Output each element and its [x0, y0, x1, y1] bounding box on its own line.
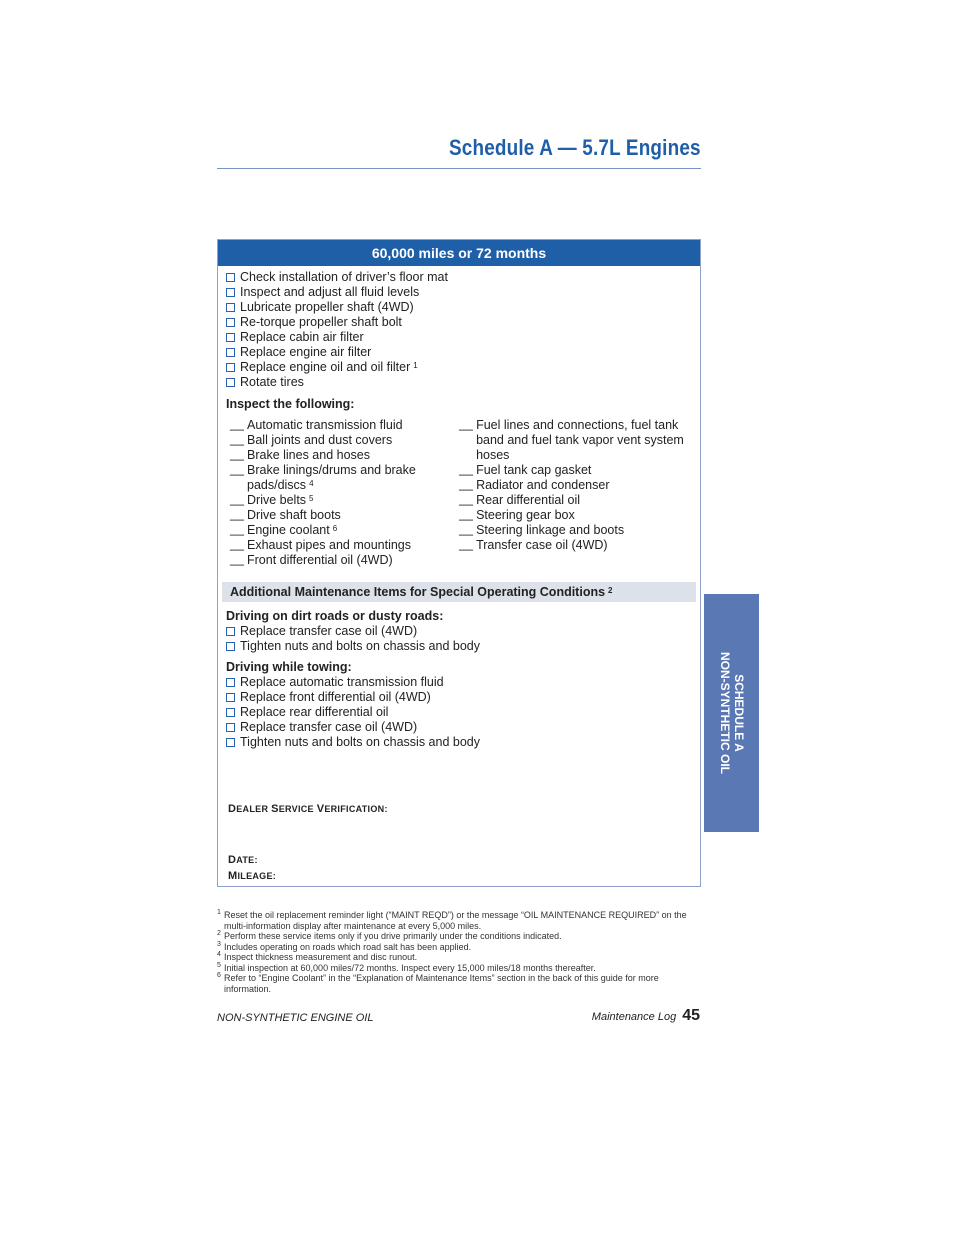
checklist-label: Replace engine oil and oil filter: [240, 360, 411, 374]
inspect-item: __ Fuel lines and connections, fuel tank band and fuel tank vapor vent system hoses: [459, 418, 692, 463]
inspect-item: __ Rear differential oil: [459, 493, 692, 508]
checkbox[interactable]: [226, 363, 235, 372]
footer-log-label: Maintenance Log 45: [591, 1007, 700, 1024]
dealer-verification-label: DEALER SERVICE VERIFICATION:: [228, 803, 388, 815]
box-content: [226, 270, 692, 750]
title-divider: [217, 168, 701, 169]
section-tab-line2: NON-SYNTHETIC OIL: [717, 652, 732, 774]
checklist-label: Tighten nuts and bolts on chassis and body: [240, 639, 480, 653]
inspect-item: __ Radiator and condenser: [459, 478, 692, 493]
footnotes: [217, 910, 697, 994]
checklist-label: Replace engine air filter: [240, 345, 372, 359]
checklist-item: [226, 639, 692, 654]
checklist-item: [226, 624, 692, 639]
checklist-item: [226, 315, 692, 330]
footnote: 2 Perform these service items only if you drive primarily under the conditions indicated.: [217, 930, 562, 941]
checklist-label: Tighten nuts and bolts on chassis and body: [240, 735, 480, 749]
footnote: 3 Includes operating on roads which road salt has been applied.: [217, 940, 472, 952]
footnote-ref: 4: [309, 479, 314, 488]
checkbox[interactable]: [226, 723, 235, 732]
checklist-item: [226, 375, 692, 390]
section-tab-label: [718, 652, 746, 774]
checklist-label: Rotate tires: [240, 375, 304, 389]
checklist-label: Inspect and adjust all fluid levels: [240, 285, 420, 299]
maintenance-box: [217, 239, 701, 887]
main-checklist: [226, 270, 692, 390]
checklist-item: [226, 735, 692, 750]
checkbox[interactable]: [226, 273, 235, 282]
checklist-item: [226, 705, 692, 720]
inspect-item: __ Front differential oil (4WD): [230, 553, 459, 568]
checklist-item: [226, 690, 692, 705]
footnote: 6 Refer to “Engine Coolant” in the “Explanation of Maintenance Items” section in the back of this guide for more information.: [217, 972, 659, 994]
footnote: 5 Initial inspection at 60,000 miles/72 months. Inspect every 15,000 miles/18 months thereafter.: [217, 961, 596, 973]
checkbox[interactable]: [226, 642, 235, 651]
inspect-item: __ Brake lines and hoses: [230, 448, 459, 463]
footnote-ref: 6: [332, 524, 338, 533]
checkbox[interactable]: [226, 378, 235, 387]
checkbox[interactable]: [226, 318, 235, 327]
checklist-label: Replace rear differential oil: [240, 705, 389, 719]
checklist-label: Check installation of driver’s floor mat: [240, 270, 448, 284]
section-tab: [704, 594, 759, 832]
checklist-label: Replace automatic transmission fluid: [240, 675, 444, 689]
footnote-ref: 5: [309, 494, 314, 503]
inspect-item: __ Automatic transmission fluid: [230, 418, 459, 433]
checkbox[interactable]: [226, 738, 235, 747]
checklist-label: Replace cabin air filter: [240, 330, 364, 344]
checkbox[interactable]: [226, 303, 235, 312]
checkbox[interactable]: [226, 627, 235, 636]
inspect-item: __ Steering gear box: [459, 508, 692, 523]
checklist-item: [226, 360, 692, 375]
inspect-item: __ Brake linings/drums and brake pads/discs $^4$: [230, 463, 459, 493]
footnote-ref: 2: [608, 586, 613, 595]
date-label: DATE:: [228, 854, 258, 866]
inspect-item: __ Drive belts $^5$: [230, 493, 459, 508]
section-tab-line1: SCHEDULE A: [731, 674, 746, 752]
inspect-column-right: [459, 418, 692, 568]
inspect-column-left: [226, 418, 459, 568]
checklist-label: Lubricate propeller shaft (4WD): [240, 300, 414, 314]
mileage-label: MILEAGE:: [228, 870, 277, 882]
inspect-item: __ Ball joints and dust covers: [230, 433, 459, 448]
page-title: Schedule A — 5.7L Engines: [449, 135, 701, 160]
page-number: 45: [682, 1007, 700, 1024]
footer-section-label: NON-SYNTHETIC ENGINE OIL: [217, 1012, 374, 1024]
checkbox[interactable]: [226, 693, 235, 702]
checklist-label: Replace front differential oil (4WD): [240, 690, 431, 704]
towing-heading: Driving while towing:: [226, 660, 352, 674]
checkbox[interactable]: [226, 678, 235, 687]
footnote: 1 Reset the oil replacement reminder light (“MAINT REQD”) or the message “OIL MAINTENANCE REQUIRED” on the multi-information display after maintenance at every 5,000 miles.: [217, 909, 687, 931]
inspect-item: __ Steering linkage and boots: [459, 523, 692, 538]
inspect-heading: Inspect the following:: [226, 397, 355, 411]
checklist-label: Re-torque propeller shaft bolt: [240, 315, 402, 329]
checkbox[interactable]: [226, 348, 235, 357]
inspect-item: __ Drive shaft boots: [230, 508, 459, 523]
footnote-ref: 1: [413, 361, 418, 370]
checklist-label: Replace transfer case oil (4WD): [240, 720, 418, 734]
checklist-item: [226, 345, 692, 360]
inspect-item: __ Engine coolant $^6$: [230, 523, 459, 538]
interval-heading: 60,000 miles or 72 months: [218, 240, 700, 266]
inspect-item: __ Transfer case oil (4WD): [459, 538, 692, 553]
dirt-roads-heading: Driving on dirt roads or dusty roads:: [226, 609, 444, 623]
checklist-item: [226, 300, 692, 315]
checkbox[interactable]: [226, 333, 235, 342]
checklist-item: [226, 675, 692, 690]
additional-heading: Additional Maintenance Items for Special Operating Conditions $^2$: [222, 582, 696, 602]
checklist-label: Replace transfer case oil (4WD): [240, 624, 418, 638]
inspect-columns: [226, 418, 692, 568]
checklist-item: [226, 330, 692, 345]
checklist-item: [226, 270, 692, 285]
checkbox[interactable]: [226, 708, 235, 717]
inspect-item: __ Fuel tank cap gasket: [459, 463, 692, 478]
checklist-item: [226, 285, 692, 300]
inspect-item: __ Exhaust pipes and mountings: [230, 538, 459, 553]
checklist-item: [226, 720, 692, 735]
footnote: 4 Inspect thickness measurement and disc runout.: [217, 951, 418, 962]
checkbox[interactable]: [226, 288, 235, 297]
